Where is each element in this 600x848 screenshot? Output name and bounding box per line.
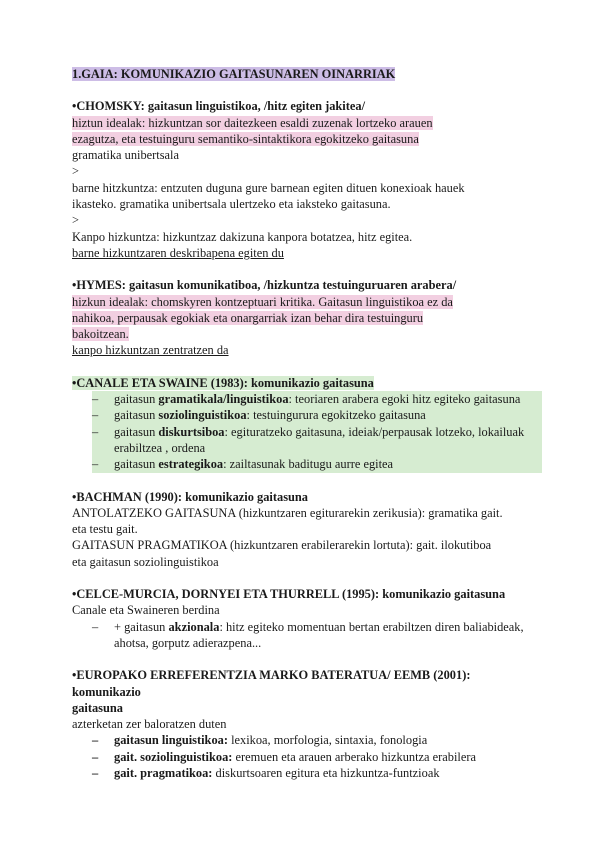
celce-list	[72, 619, 542, 652]
celce-line-1: Canale eta Swaineren berdina	[72, 603, 220, 618]
chomsky-line-3: gramatika unibertsala	[72, 148, 179, 163]
eemb-heading-line-2: gaitasuna	[72, 700, 123, 715]
bachman-line-1: ANTOLATZEKO GAITASUNA (hizkuntzaren egiturarekin zerikusia): gramatika gait.	[72, 505, 503, 520]
section-celce-murcia	[72, 586, 542, 651]
bachman-line-3: GAITASUN PRAGMATIKOA (hizkuntzaren erabilerarekin lortuta): gait. ilokutiboa	[72, 538, 492, 553]
list-item: – gaitasun estrategikoa: zailtasunak baditugu aurre egitea	[92, 456, 542, 472]
section-bachman	[72, 489, 542, 570]
list-item: – gait. pragmatikoa: diskurtsoaren egitura eta hizkuntza-funtzioak	[92, 765, 542, 781]
bachman-heading: •BACHMAN (1990): komunikazio gaitasuna	[72, 489, 308, 504]
section-eemb	[72, 667, 542, 781]
section-canale-swaine	[72, 375, 542, 473]
list-item: – + gaitasun akzionala: hitz egiteko momentuan bertan erabiltzen diren baliabideak, ahotsa, gorputz adierazpena...	[92, 619, 542, 652]
section-chomsky	[72, 98, 542, 261]
bachman-line-4: eta gaitasun soziolinguistikoa	[72, 554, 219, 569]
hymes-highlight-line-1: hizkun idealak: chomskyren kontzeptuari kritika. Gaitasun linguistikoa ez da	[72, 294, 453, 309]
chomsky-barne-line-2: ikasteko. gramatika unibertsala ulertzeko eta iaksteko gaitasuna.	[72, 197, 391, 212]
list-item: – gaitasun gramatikala/linguistikoa: teoriaren arabera egoki hitz egiteko gaitasuna	[92, 391, 542, 407]
celce-heading: •CELCE-MURCIA, DORNYEI ETA THURRELL (1995): komunikazio gaitasuna	[72, 587, 506, 602]
eemb-line-1: azterketan zer baloratzen duten	[72, 717, 227, 732]
list-item: – gaitasun linguistikoa: lexikoa, morfologia, sintaxia, fonologia	[92, 732, 542, 748]
canale-heading: •CANALE ETA SWAINE (1983): komunikazio gaitasuna	[72, 375, 374, 390]
eemb-list	[72, 732, 542, 781]
canale-list	[72, 391, 542, 472]
eemb-heading-line-1: •EUROPAKO ERREFERENTZIA MARKO BATERATUA/ EEMB (2001): komunikazio	[72, 668, 471, 699]
section-hymes	[72, 277, 542, 358]
list-item: – gait. soziolinguistikoa: eremuen eta arauen arberako hizkuntza erabilera	[92, 749, 542, 765]
list-item: – gaitasun soziolinguistikoa: testuingurura egokitzeko gaitasuna	[92, 407, 542, 423]
hymes-line-4: kanpo hizkuntzan zentratzen da	[72, 343, 229, 358]
page-title: 1.GAIA: KOMUNIKAZIO GAITASUNAREN OINARRIAK	[72, 67, 396, 81]
bachman-line-2: eta testu gait.	[72, 522, 138, 537]
chomsky-kanpo-line-1: Kanpo hizkuntza: hizkuntzaz dakizuna kanpora botatzea, hitz egitea.	[72, 229, 413, 244]
list-item: – gaitasun diskurtsiboa: egituratzeko gaitasuna, ideiak/perpausak lotzeko, lokailuak erabiltzea , ordena	[92, 424, 542, 457]
chomsky-barne-line-1: barne hitzkuntza: entzuten duguna gure barnean egiten dituen konexioak hauek	[72, 180, 465, 195]
chomsky-highlight-line-2: ezagutza, eta testuinguru semantiko-sintaktikora egokitzeko gaitasuna	[72, 131, 419, 146]
hymes-highlight-line-2: nahikoa, perpausak egokiak eta onargarriak izan behar dira testuinguru	[72, 310, 424, 325]
chomsky-highlight-line-1: hiztun idealak: hizkuntzan sor daitezkeen esaldi zuzenak lortzeko arauen	[72, 115, 433, 130]
chomsky-arrow-1: >	[72, 164, 79, 179]
chomsky-kanpo-line-2: barne hizkuntzaren deskribapena egiten du	[72, 245, 284, 260]
document-content	[72, 66, 542, 781]
hymes-heading: •HYMES: gaitasun komunikatiboa, /hizkuntza testuinguruaren arabera/	[72, 278, 457, 293]
hymes-highlight-line-3: bakoitzean.	[72, 327, 129, 342]
chomsky-heading: •CHOMSKY: gaitasun linguistikoa, /hitz egiten jakitea/	[72, 99, 366, 114]
chomsky-arrow-2: >	[72, 213, 79, 228]
